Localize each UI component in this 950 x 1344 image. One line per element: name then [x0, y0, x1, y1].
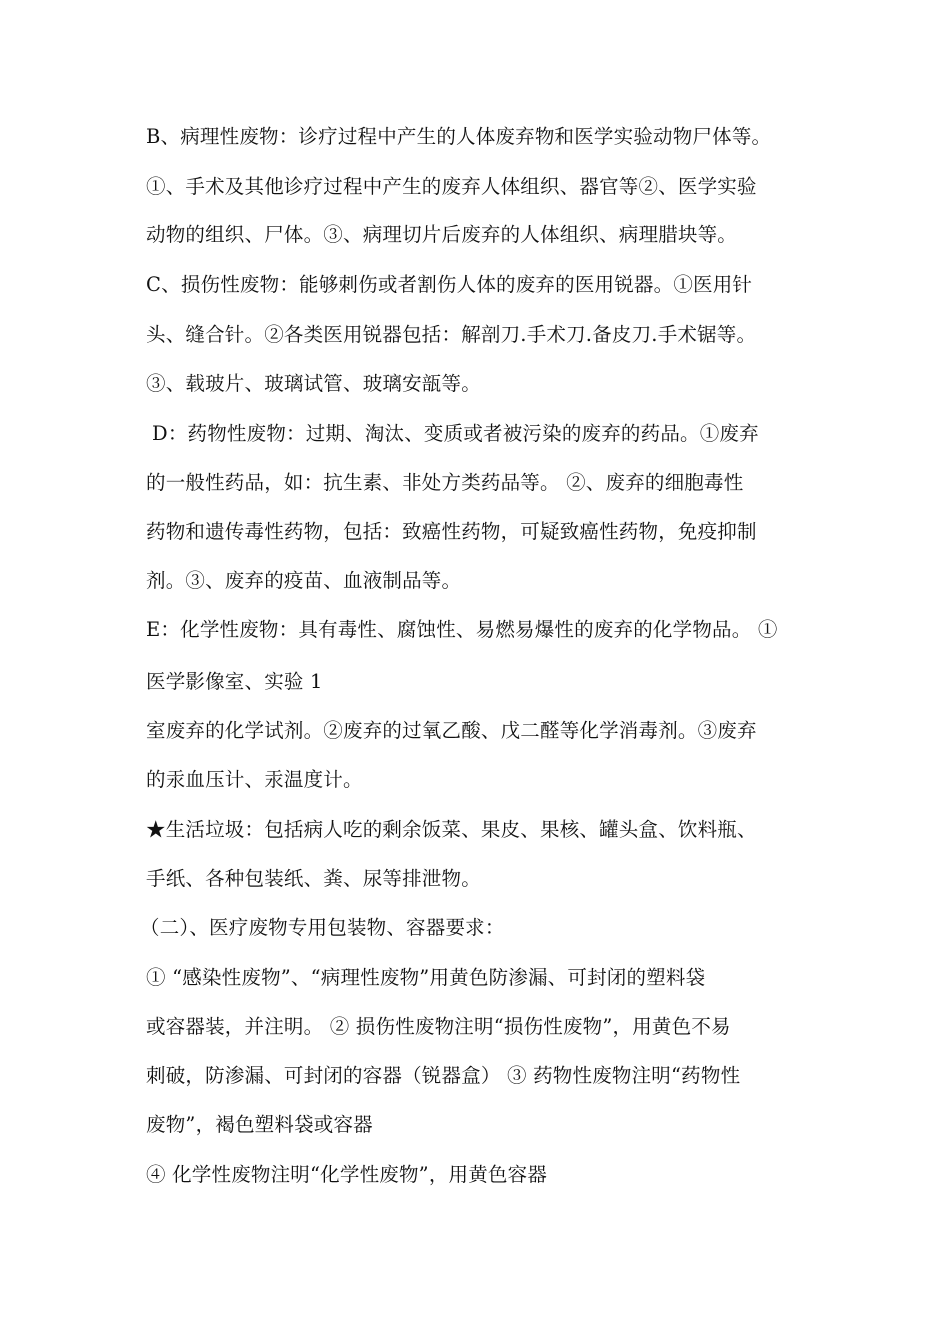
text-line: 室废弃的化学试剂。②废弃的过氧乙酸、戊二醛等化学消毒剂。③废弃 — [146, 719, 757, 742]
text-line: ★生活垃圾：包括病人吃的剩余饭菜、果皮、果核、罐头盒、饮料瓶、 — [146, 818, 757, 841]
text-line: ① “感染性废物”、“病理性废物”用黄色防渗漏、可封闭的塑料袋 — [146, 966, 706, 989]
text-line: 的一般性药品，如：抗生素、非处方类药品等。 ②、废弃的细胞毒性 — [146, 471, 744, 494]
text-line: D：药物性废物：过期、淘汰、变质或者被污染的废弃的药品。①废弃 — [152, 422, 759, 445]
text-line: 废物”，褐色塑料袋或容器 — [146, 1113, 373, 1136]
text-line: （二）、医疗废物专用包装物、容器要求： — [140, 916, 505, 939]
text-line: ①、手术及其他诊疗过程中产生的废弃人体组织、器官等②、医学实验 — [146, 175, 757, 198]
text-line: 刺破，防渗漏、可封闭的容器（锐器盒） ③ 药物性废物注明“药物性 — [146, 1064, 741, 1087]
text-line: 或容器装，并注明。 ② 损伤性废物注明“损伤性废物”，用黄色不易 — [146, 1015, 731, 1038]
text-line: C、损伤性废物：能够刺伤或者割伤人体的废弃的医用锐器。①医用针 — [146, 273, 753, 296]
text-line: 动物的组织、尸体。③、病理切片后废弃的人体组织、病理腊块等。 — [146, 223, 738, 246]
text-line: 的汞血压计、汞温度计。 — [146, 768, 363, 791]
text-line: 医学影像室、实验 1 — [146, 670, 323, 693]
text-line: ④ 化学性废物注明“化学性废物”，用黄色容器 — [146, 1163, 548, 1186]
text-line: B、病理性废物：诊疗过程中产生的人体废弃物和医学实验动物尸体等。 — [146, 125, 772, 148]
text-line: ③、载玻片、玻璃试管、玻璃安瓿等。 — [146, 372, 481, 395]
text-line: 药物和遗传毒性药物，包括：致癌性药物，可疑致癌性药物，免疫抑制 — [146, 520, 757, 543]
text-line: 头、缝合针。②各类医用锐器包括：解剖刀.手术刀.备皮刀.手术锯等。 — [146, 323, 757, 346]
text-line: 手纸、各种包装纸、粪、尿等排泄物。 — [146, 867, 481, 890]
text-line: 剂。③、废弃的疫苗、血液制品等。 — [146, 569, 462, 592]
text-line: E：化学性废物：具有毒性、腐蚀性、易燃易爆性的废弃的化学物品。 ① — [146, 618, 778, 641]
